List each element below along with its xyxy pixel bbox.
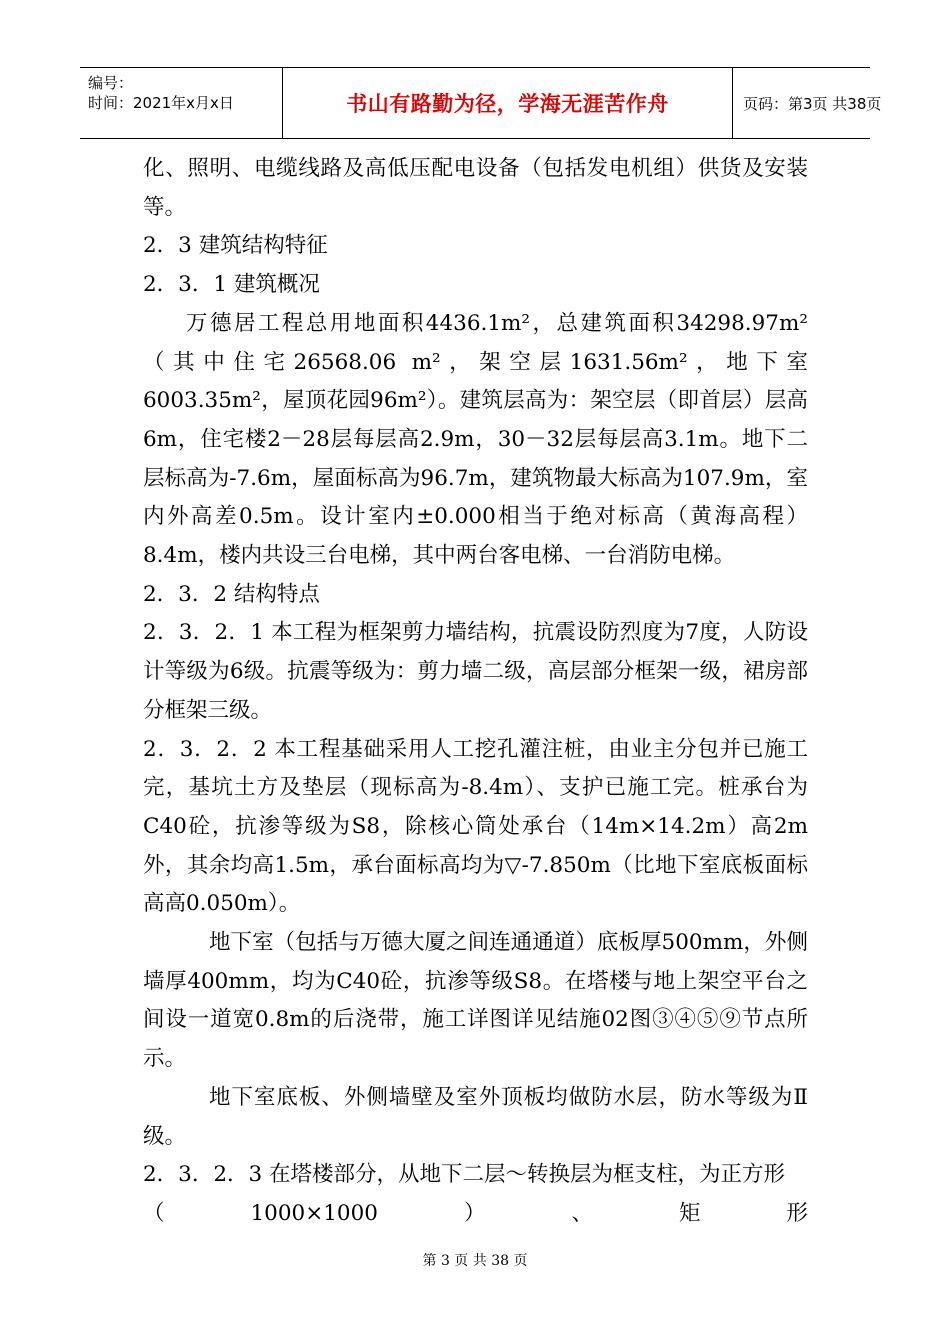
line-part: 矩 [678, 1200, 701, 1226]
paragraph: 2．3．2．1 本工程为框架剪力墙结构，抗震设防烈度为7度，人防设计等级为6级。抗震等级为：剪力墙二级，高层部分框架一级，裙房部分框架三级。 [143, 620, 808, 723]
line-part: （ [143, 1200, 165, 1226]
justified-last-line [143, 1195, 808, 1234]
page-footer: 第 3 页 共 38 页 [422, 1253, 528, 1269]
header-slogan-cell [283, 68, 733, 138]
paragraph: 2．3．2．2 本工程基础采用人工挖孔灌注桩，由业主分包并已施工完，基坑土方及垫层（现标高为-8.4m）、支护已施工完。桩承台为C40砼，抗渗等级为S8，除核心筒处承台（14m×14.2m）高2m外，其余均高1.5m，承台面标高均为▽-7.850m（比地下室底板面标高高0.050m）。 [143, 736, 808, 917]
paragraph: 万德居工程总用地面积4436.1m²，总建筑面积34298.97m²（其中住宅26568.06 m²，架空层1631.56m²，地下室6003.35m²，屋顶花园96m²）。建筑层高为：架空层（即首层）层高6m，住宅楼2－28层每层高2.9m，30－32层每层高3.1m。地下二层标高为-7.6m，屋面标高为96.7m，建筑物最大标高为107.9m，室内外高差0.5m。设计室内±0.000相当于绝对标高（黄海高程）8.4m，楼内共设三台电梯，其中两台客电梯、一台消防电梯。 [143, 310, 808, 569]
section-heading: 2．3．2 结构特点 [143, 581, 320, 607]
header-table [80, 67, 882, 139]
line-part: 1000×1000 [250, 1200, 378, 1226]
paragraph: 2．3．2．3 在塔楼部分，从地下二层～转换层为框支柱，为正方形 [143, 1162, 786, 1188]
document-date-label: 时间：2021年x月x日 [88, 94, 234, 112]
line-part: 形 [786, 1200, 808, 1226]
document-number-label: 编号： [88, 74, 134, 92]
header-meta-cell [80, 68, 283, 138]
paragraph: 化、照明、电缆线路及高低压配电设备（包括发电机组）供货及安装等。 [143, 156, 808, 220]
header-page-cell [733, 68, 882, 138]
line-part: 、 [571, 1200, 593, 1226]
paragraph: 地下室底板、外侧墙壁及室外顶板均做防水层，防水等级为Ⅱ级。 [143, 1084, 808, 1149]
header-slogan: 书山有路勤为径，学海无涯苦作舟 [346, 92, 669, 116]
header-page-info: 页码：第3页 共38页 [743, 94, 882, 113]
section-heading: 2．3 建筑结构特征 [143, 233, 328, 259]
paragraph: 地下室（包括与万德大厦之间连通通道）底板厚500mm，外侧墙厚400mm，均为C40砼，抗渗等级S8。在塔楼与地上架空平台之间设一道宽0.8m的后浇带，施工详图详见结施02图③④⑤⑨节点所示。 [143, 930, 808, 1072]
section-heading: 2．3．1 建筑概况 [143, 272, 320, 298]
document-body [143, 150, 808, 1234]
line-part: ） [463, 1200, 486, 1226]
